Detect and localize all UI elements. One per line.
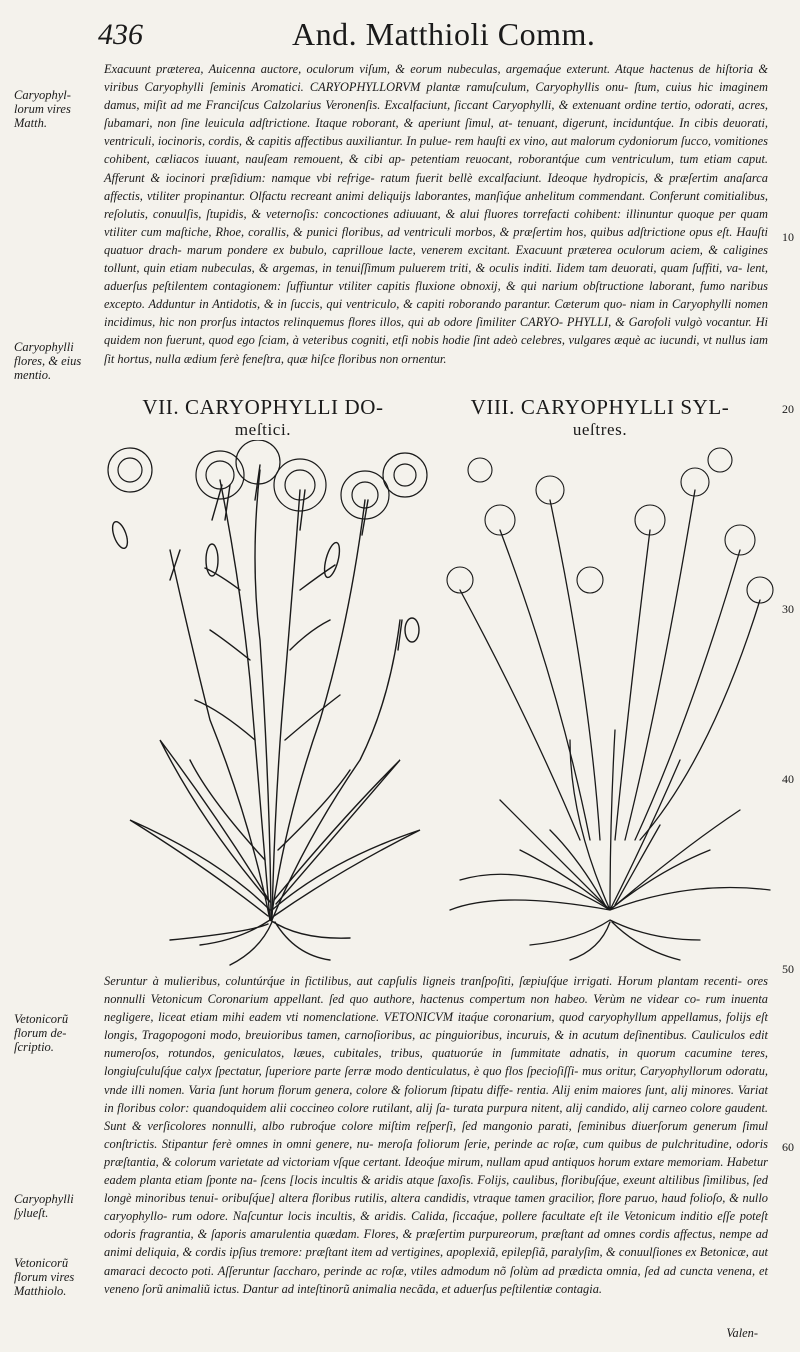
carnation-domestic-illustration	[100, 440, 440, 970]
line-number: 50	[782, 962, 794, 976]
paragraph: Exacuunt præterea, Auicenna auctore, oculorum viſum, & eorum nubeculas, argemaq́ue exterunt. Atque hactenus de hiſtoria & viribus Caryophylli ſeminis Aromatici. CARYOPHYLLORVM plantæ ramuſculum, Caryophyllis onu- ſtum, cuius hic imaginem damus, miſit ad me Franciſcus Calzolarius Veronenſis. Excalfaciunt, ſiccant Caryophylli, & extenuant ordine tertio, odorati, acres, ſubamari, non ſine leuicula adſtrictione. Itaque roborant, & aperiunt ſimul, at- tenuant, digerunt, inciduntq́ue. In cibis deuorati, ventriculi, iocinoris, cordis, & capitis affectibus auxiliantur. In pulue- rem hauſti ex vino, aut malorum cydoniorum ſucco, vomitiones cohibent, cæliacos iuuant, nauſeam remouent, & cibi ap- petentiam reuocant, roborantq́ue cum ventriculum, tum etiam caput. Afferunt & iocinori præſidium: namque vbi refrige- ratum fuerit bellè excalfaciunt. Ideoque hydropicis, & præſertim anaſarca affectis, vtiliter propinantur. Olfactu recreant animi deliquijs laborantes, manſiq́ue anhelitum commendant. Conferunt comitialibus, reſolutis, conuulſis, ſtupidis, & veternoſis: concoctiones adiuuant, & alui fluores torrefacti cohibent: illinuntur quoque per quam vtiliter cum maſtiche, Rhoe, corallis, & punici floribus, ad ventriculi morbos, & præſertim hos, quibus adſtrictione opus eſt. Hauſti quatuor drach- marum pondere ex bubulo, caprilloue lacte, venerem excitant. Exacuunt præterea oculorum aciem, & caligines tollunt, quin etiam nubeculas, & argemas, in tenuiſſimum puluerem triti, & oculis inditi. Iidem tam deuorati, quam ſuffiti, va- lent, aduerſus peſtilentem contagionem: ſuffiuntur vtiliter capitis fluxione obnoxij, & qui narium obſtructione laborant, fumo naribus excepto. Adduntur in Antidotis, & in ſuccis, qui ventriculo, & capiti roborando parantur. Cæterum quo- niam in Caryophylli nomen incidimus, hic non prorſus intactos relinquemus flores illos, qui ab odore ſimiliter CARYO- PHYLLI, & Garofoli vulgò vocantur. Hi quidem non fuerunt, quod ego ſciam, à veteribus cogniti, etſi nobis hodie ſint adeò celebres, vulgares æquè ac iucundi, vt nullus iam ſit hortus, nulla ædium ferè feneſtra, quæ hiſce floribus non ornentur.	[104, 62, 768, 366]
paragraph: Seruntur à mulieribus, coluntúrq́ue in fictilibus, aut capſulis ligneis tranſpoſiti, ſæpiuſq́ue irrigati. Horum plantam recenti- ores nonnulli Vetonicum Coronarium appellant. ſed quo authore, hactenus compertum non habeo. Verùm ne videar co- rum inuenta negligere, liceat etiam mihi eadem vti nomenclatione. VETONICVM itaq́ue coronarium, quod caryophyllum appellamus, folijs eſt longis, Tragopogoni modo, breuioribus tamen, carnoſioribus, ac pinguioribus, incuruis, & in acutum deſinentibus. Cauliculos edit numeroſos, rotundos, geniculatos, læues, cubitales, tribus, quatuorúe in ſummitate adnatis, in quorum cacumine teres, longiuſculuſq́ue calyx ſpectatur, ſuperiore parte ſerræ modo denticulatus, è quo flos ſpecioſiſſi- mus oritur, Caryophyllorum odoratu, vnde illi nomen. Varia ſunt horum florum genera, colore & foliorum ſtipatu diffe- rentia. Alij enim maiores ſunt, alij minores. Variat in floribus color: quandoquidem alii coccineo colore rutilant, alij ſa- turata purpura nitent, alij candido, alij carneo colore gaudent. Sunt & verſicolores nonnulli, albo rubroq́ue colore miſtim reſperſi, ſed mangonio parati, ſeminibus diuerſorum generum ſimul conſtrictis. Stipantur ferè omnes in omni genere, nu- meroſa foliorum ſerie, perinde ac roſæ, cum quibus de pulchritudine, odoris præſtantia, & colorum varietate ad victoriam vſque certant. Ideoq́ue mirum, nullam apud antiquos horum extare memoriam. Habetur eadem planta etiam ſponte na- ſcens [locis incultis & aridis atque ſaxoſis. Folijs, caulibus, floribuſq́ue, exeunt altilibus ſimilibus, ſed longè minoribus tenui- oribuſq́ue] altera floribus rutilis, altera candidis, vtraque tamen gracilior, flore paruo, haud folioſo, & nullo caryophyllo- rum odore. Naſcuntur locis incultis, & aridis. Calida, ſiccaq́ue, pollere facultate eſt ile Vetonicum inditio eſſe poteſt odoris fragrantia, & ſaporis amarulentia quædam. Flores, & præſertim purpureorum, præſtant ad omnes cordis affectus, nempe ad animi deliquia, & cordis ipſius tremore: præſtant item ad vertigines, apoplexiã, epilepſiã, paralyſim, & conuulſiones ex Betonicæ, aut amaraci decocto poti. Aſſeruntur ſaccharo, perinde ac roſæ, vtiles admodum nõ ſolùm ad prædicta omnia, ſed ad cuncta venena, et veneno ſorũ animaliũ ictus. Dantur ad inteſtinorũ animalia necãda, et aduerſus peſtilentiæ contagia.	[104, 974, 768, 1296]
line-number: 40	[782, 772, 794, 786]
text-block-bottom	[104, 972, 768, 1298]
margin-note-vetonicorum-vires: Vetonicorũ florum vires Matthiolo.	[14, 1256, 75, 1298]
line-number: 60	[782, 1140, 794, 1154]
line-number: 20	[782, 402, 794, 416]
catchword: Valen-	[726, 1326, 758, 1340]
figure-caption-domestici	[108, 395, 418, 440]
line-number: 10	[782, 230, 794, 244]
text-block-top	[104, 60, 768, 368]
caption-subtitle: ueſtres.	[572, 420, 628, 439]
carnation-wild-illustration	[440, 440, 780, 970]
line-number: 30	[782, 602, 794, 616]
margin-note-vetonicorum-descriptio: Vetonicorũ florum de- ſcriptio.	[14, 1012, 69, 1054]
figure-caption-sylvestres	[440, 395, 760, 440]
margin-note-caryophyllorum-vires: Caryophyl- lorum vires Matth.	[14, 88, 71, 130]
margin-note-caryophylli-flores: Caryophylli flores, & eius mentio.	[14, 340, 82, 382]
caption-subtitle: meſtici.	[234, 420, 292, 439]
running-head: And. Matthioli Comm.	[292, 16, 596, 52]
margin-note-caryophylli-sylvestres: Caryophylli ſylueſt.	[14, 1192, 74, 1220]
page-number: 436	[98, 18, 143, 51]
caption-title: VIII. CARYOPHYLLI SYL-	[470, 395, 730, 419]
caption-title: VII. CARYOPHYLLI DO-	[142, 395, 384, 419]
